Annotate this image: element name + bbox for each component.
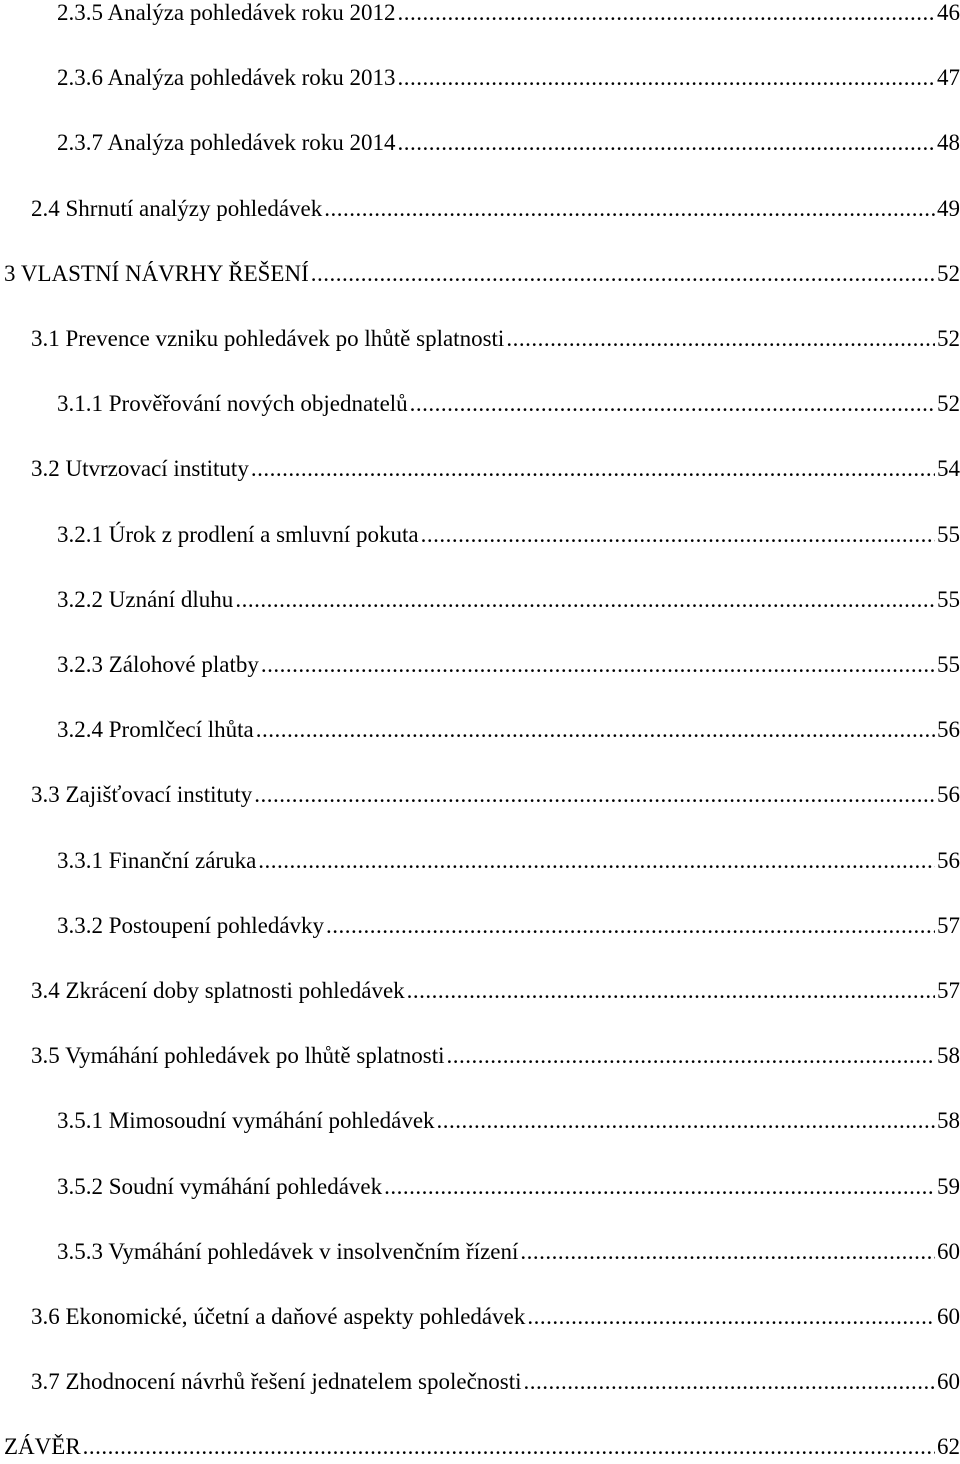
toc-entry[interactable] xyxy=(57,387,960,421)
toc-dot-leader xyxy=(398,61,935,95)
toc-dot-leader xyxy=(506,322,935,356)
toc-entry-page-number: 56 xyxy=(937,717,960,743)
toc-dot-leader xyxy=(326,909,935,943)
toc-entry-page-number: 55 xyxy=(937,652,960,677)
toc-dot-leader xyxy=(251,452,935,486)
toc-entry-page-number: 58 xyxy=(937,1043,960,1069)
toc-dot-leader xyxy=(447,1039,935,1073)
toc-entry-page-number: 46 xyxy=(937,0,960,25)
toc-entry-page-number: 62 xyxy=(937,1434,960,1460)
toc-entry-title: 2.3.7 Analýza pohledávek roku 2014 xyxy=(57,130,396,156)
toc-dot-leader xyxy=(524,1365,935,1399)
toc-entry-page-number: 58 xyxy=(937,1108,960,1134)
toc-entry-title: 2.3.6 Analýza pohledávek roku 2013 xyxy=(57,65,396,91)
toc-entry-title: 3 VLASTNÍ NÁVRHY ŘEŠENÍ xyxy=(4,260,309,286)
toc-entry-title: 3.2 Utvrzovací instituty xyxy=(31,456,249,482)
toc-entry-page-number: 47 xyxy=(937,65,960,91)
toc-entry[interactable] xyxy=(57,844,960,878)
toc-dot-leader xyxy=(421,518,935,552)
toc-dot-leader xyxy=(407,974,935,1008)
toc-entry[interactable] xyxy=(57,126,960,160)
toc-entry-page-number: 60 xyxy=(937,1238,960,1264)
toc-entry[interactable] xyxy=(4,257,960,291)
toc-entry-title: 3.1 Prevence vzniku pohledávek po lhůtě splatnosti xyxy=(31,326,505,351)
toc-entry[interactable] xyxy=(31,1300,960,1334)
toc-entry-page-number: 56 xyxy=(937,782,960,808)
toc-dot-leader xyxy=(254,778,935,812)
toc-entry[interactable] xyxy=(57,1235,960,1269)
toc-dot-leader xyxy=(437,1104,935,1138)
toc-entry-page-number: 60 xyxy=(937,1369,960,1395)
toc-entry-page-number: 60 xyxy=(937,1304,960,1329)
toc-dot-leader xyxy=(324,192,935,226)
toc-entry[interactable] xyxy=(57,713,960,747)
toc-entry-title: 3.5.2 Soudní vymáhání pohledávek xyxy=(57,1173,383,1199)
toc-entry-page-number: 55 xyxy=(937,586,960,612)
toc-dot-leader xyxy=(235,583,935,617)
toc-dot-leader xyxy=(256,713,935,747)
toc-entry-page-number: 52 xyxy=(937,391,960,417)
toc-entry-title: 3.5.1 Mimosoudní vymáhání pohledávek xyxy=(57,1108,435,1134)
toc-dot-leader xyxy=(83,1430,935,1464)
toc-entry-title: 3.2.1 Úrok z prodlení a smluvní pokuta xyxy=(57,521,419,547)
toc-entry-page-number: 59 xyxy=(937,1173,960,1199)
toc-entry[interactable] xyxy=(31,974,960,1008)
toc-entry-title: ZÁVĚR xyxy=(4,1434,81,1460)
toc-entry[interactable] xyxy=(57,583,960,617)
toc-entry-title: 2.4 Shrnutí analýzy pohledávek xyxy=(31,195,323,221)
toc-entry[interactable] xyxy=(31,1039,960,1073)
toc-dot-leader xyxy=(527,1300,935,1334)
toc-entry[interactable] xyxy=(57,909,960,943)
toc-entry[interactable] xyxy=(31,778,960,812)
toc-entry[interactable] xyxy=(31,192,960,226)
toc-entry-page-number: 49 xyxy=(937,195,960,221)
toc-dot-leader xyxy=(398,126,935,160)
toc-dot-leader xyxy=(398,0,935,30)
toc-entry-page-number: 52 xyxy=(937,260,960,286)
toc-entry-title: 3.3.2 Postoupení pohledávky xyxy=(57,912,325,938)
toc-entry[interactable] xyxy=(57,1104,960,1138)
toc-entry-title: 3.7 Zhodnocení návrhů řešení jednatelem společnosti xyxy=(31,1369,522,1395)
toc-entry[interactable] xyxy=(31,1365,960,1399)
toc-entry-title: 3.5 Vymáhání pohledávek po lhůtě splatnosti xyxy=(31,1043,445,1069)
toc-entry-title: 3.2.2 Uznání dluhu xyxy=(57,586,234,612)
toc-dot-leader xyxy=(258,844,935,878)
toc-entry-title: 3.2.4 Promlčecí lhůta xyxy=(57,717,254,743)
toc-entry-title: 3.1.1 Prověřování nových objednatelů xyxy=(57,391,408,417)
toc-entry[interactable] xyxy=(31,452,960,486)
toc-dot-leader xyxy=(520,1235,935,1269)
toc-entry-title: 2.3.5 Analýza pohledávek roku 2012 xyxy=(57,0,396,25)
toc-entry-page-number: 56 xyxy=(937,847,960,873)
toc-dot-leader xyxy=(261,648,935,682)
toc-entry-title: 3.3 Zajišťovací instituty xyxy=(31,782,253,808)
toc-entry-title: 3.6 Ekonomické, účetní a daňové aspekty pohledávek xyxy=(31,1304,526,1329)
toc-entry-page-number: 57 xyxy=(937,912,960,938)
toc-entry-title: 3.4 Zkrácení doby splatnosti pohledávek xyxy=(31,978,405,1003)
toc-entry[interactable] xyxy=(57,0,960,30)
toc-entry[interactable] xyxy=(57,1170,960,1204)
toc-dot-leader xyxy=(384,1170,935,1204)
toc-entry[interactable] xyxy=(31,322,960,356)
toc-entry-page-number: 52 xyxy=(937,326,960,351)
toc-dot-leader xyxy=(410,387,935,421)
toc-entry-page-number: 48 xyxy=(937,130,960,156)
toc-entry[interactable] xyxy=(4,1430,960,1464)
toc-entry[interactable] xyxy=(57,648,960,682)
toc-entry-title: 3.3.1 Finanční záruka xyxy=(57,847,257,873)
toc-entry-page-number: 54 xyxy=(937,456,960,482)
toc-entry-title: 3.5.3 Vymáhání pohledávek v insolvenčním řízení xyxy=(57,1238,519,1264)
toc-dot-leader xyxy=(311,257,935,291)
toc-entry-page-number: 57 xyxy=(937,978,960,1003)
toc-entry-page-number: 55 xyxy=(937,521,960,547)
toc-entry[interactable] xyxy=(57,518,960,552)
toc-entry[interactable] xyxy=(57,61,960,95)
toc-entry-title: 3.2.3 Zálohové platby xyxy=(57,652,259,677)
